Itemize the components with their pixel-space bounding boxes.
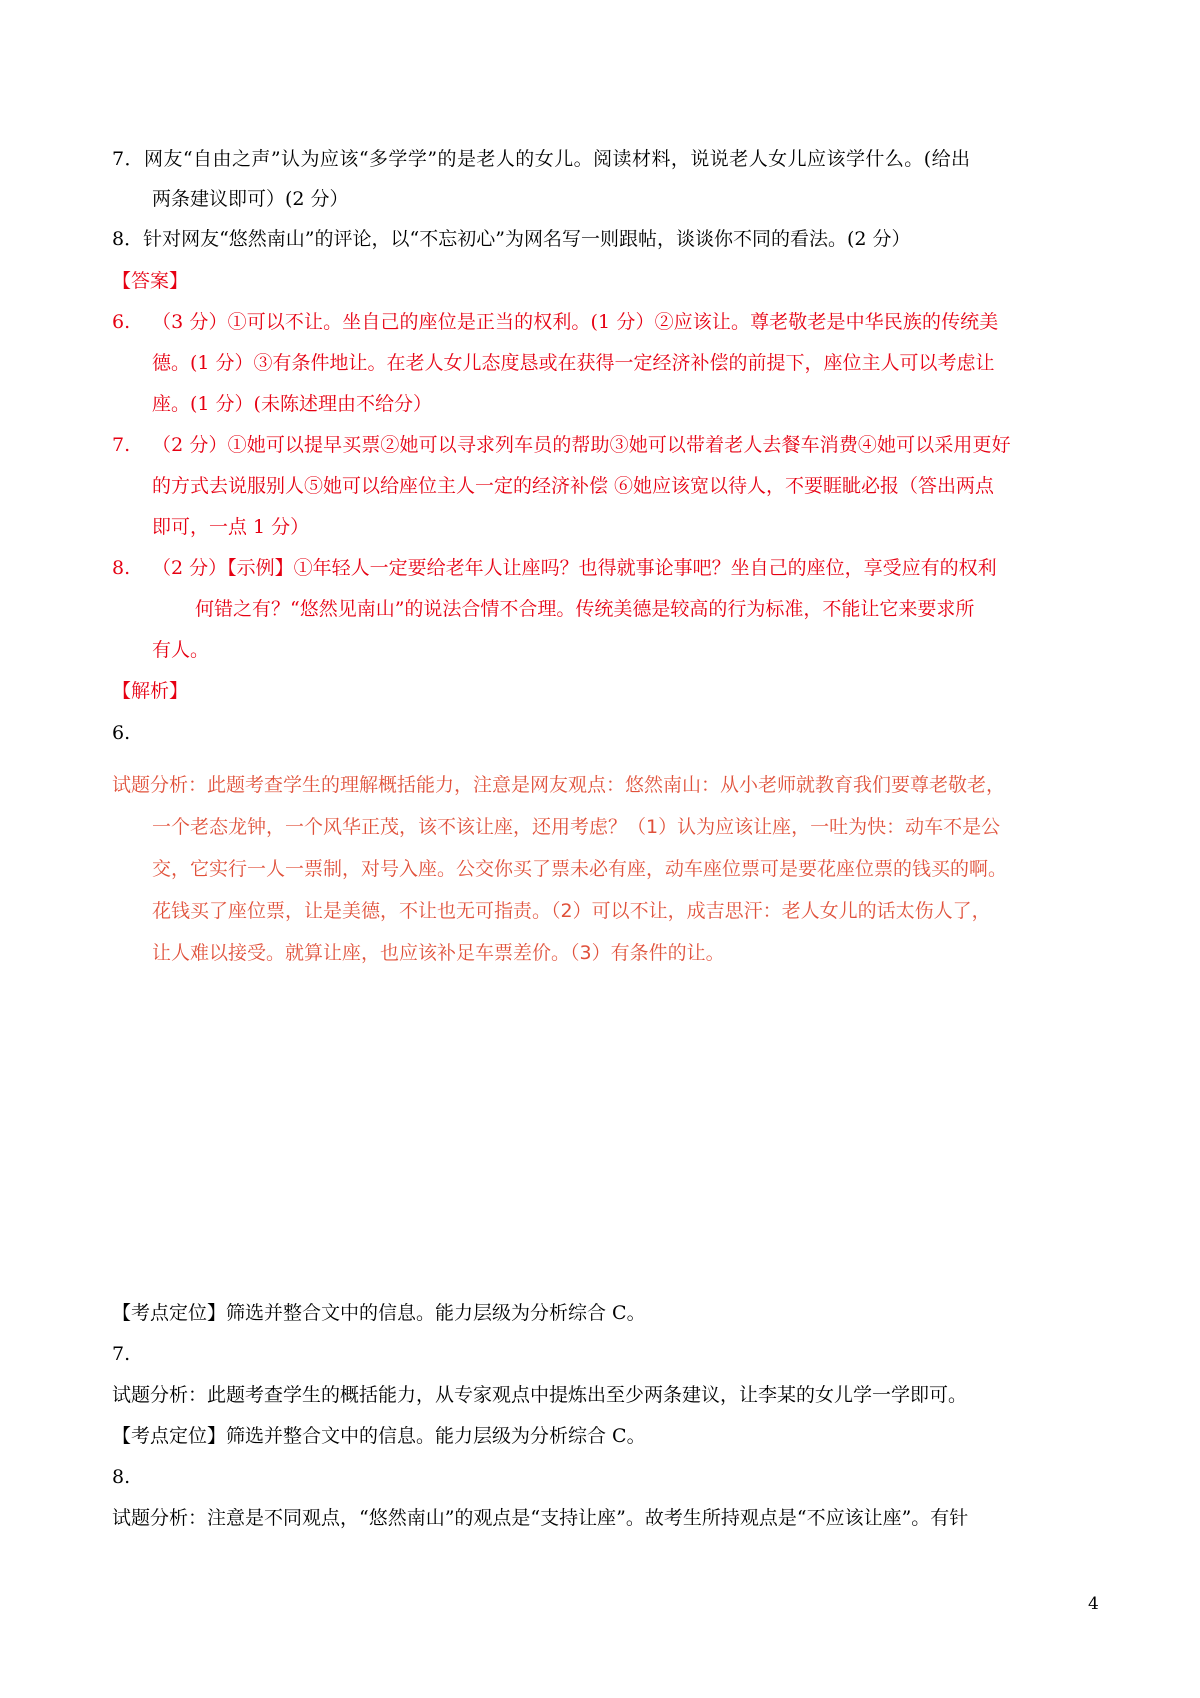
answer-7-line-2: 的方式去说服别人⑤她可以给座位主人一定的经济补偿 ⑥她应该宽以待人，不要睚眦必报（答出两点: [152, 475, 995, 497]
analysis-8-number: 8.: [112, 1466, 131, 1488]
answer-8-number: 8.: [112, 557, 131, 579]
analysis-6-line-5: 让人难以接受。就算让座，也应该补足车票差价。（3）有条件的让。: [152, 942, 725, 964]
analysis-heading: 【解析】: [112, 680, 189, 702]
knowledge-point-6: 【考点定位】筛选并整合文中的信息。能力层级为分析综合 C。: [112, 1302, 646, 1324]
answer-heading: 【答案】: [112, 270, 189, 292]
analysis-8-line-1: 试题分析：注意是不同观点，“悠然南山”的观点是“支持让座”。故考生所持观点是“不应该让座”。有针: [112, 1507, 969, 1529]
analysis-7-number: 7.: [112, 1343, 131, 1365]
analysis-6-line-3: 交，它实行一人一票制，对号入座。公交你买了票未必有座，动车座位票可是要花座位票的钱买的啊。: [152, 858, 1008, 880]
analysis-6-line-1: 试题分析：此题考查学生的理解概括能力，注意是网友观点：悠然南山：从小老师就教育我们要尊老敬老，: [112, 774, 1006, 796]
analysis-6-number: 6.: [112, 722, 131, 744]
analysis-6-line-4: 花钱买了座位票，让是美德，不让也无可指责。（2）可以不让，成吉思汗：老人女儿的话太伤人了，: [152, 900, 991, 922]
answer-8-line-3: 有人。: [152, 639, 210, 661]
question-7-line-1: 7．网友“自由之声”认为应该“多学学”的是老人的女儿。阅读材料，说说老人女儿应该学什么。(给出: [112, 148, 971, 170]
analysis-7-line-1: 试题分析：此题考查学生的概括能力，从专家观点中提炼出至少两条建议，让李某的女儿学一学即可。: [112, 1384, 968, 1406]
page-number: 4: [1088, 1594, 1099, 1614]
analysis-6-line-2: 一个老态龙钟，一个风华正茂，该不该让座，还用考虑？（1）认为应该让座，一吐为快：动车不是公: [152, 816, 1001, 838]
answer-8-line-2: 何错之有？“悠然见南山”的说法合情不合理。传统美德是较高的行为标准，不能让它来要求所: [195, 598, 975, 620]
answer-8-line-1: （2 分）【示例】①年轻人一定要给老年人让座吗？也得就事论事吧？坐自己的座位，享受应有的权利: [152, 557, 997, 579]
answer-6-number: 6.: [112, 311, 131, 333]
answer-6-line-2: 德。(1 分）③有条件地让。在老人女儿态度恳或在获得一定经济补偿的前提下，座位主人可以考虑让: [152, 352, 995, 374]
answer-6-line-1: （3 分）①可以不让。坐自己的座位是正当的权利。(1 分）②应该让。尊老敬老是中华民族的传统美: [152, 311, 999, 333]
answer-7-number: 7.: [112, 434, 131, 456]
question-7-line-2: 两条建议即可）(2 分）: [152, 188, 349, 210]
question-8-line-1: 8．针对网友“悠然南山”的评论，以“不忘初心”为网名写一则跟帖，谈谈你不同的看法。(2 分）: [112, 228, 911, 250]
answer-7-line-3: 即可，一点 1 分）: [152, 516, 310, 538]
answer-6-line-3: 座。(1 分）(未陈述理由不给分）: [152, 393, 432, 415]
knowledge-point-7: 【考点定位】筛选并整合文中的信息。能力层级为分析综合 C。: [112, 1425, 646, 1447]
answer-7-line-1: （2 分）①她可以提早买票②她可以寻求列车员的帮助③她可以带着老人去餐车消费④她可以采用更好: [152, 434, 1011, 456]
